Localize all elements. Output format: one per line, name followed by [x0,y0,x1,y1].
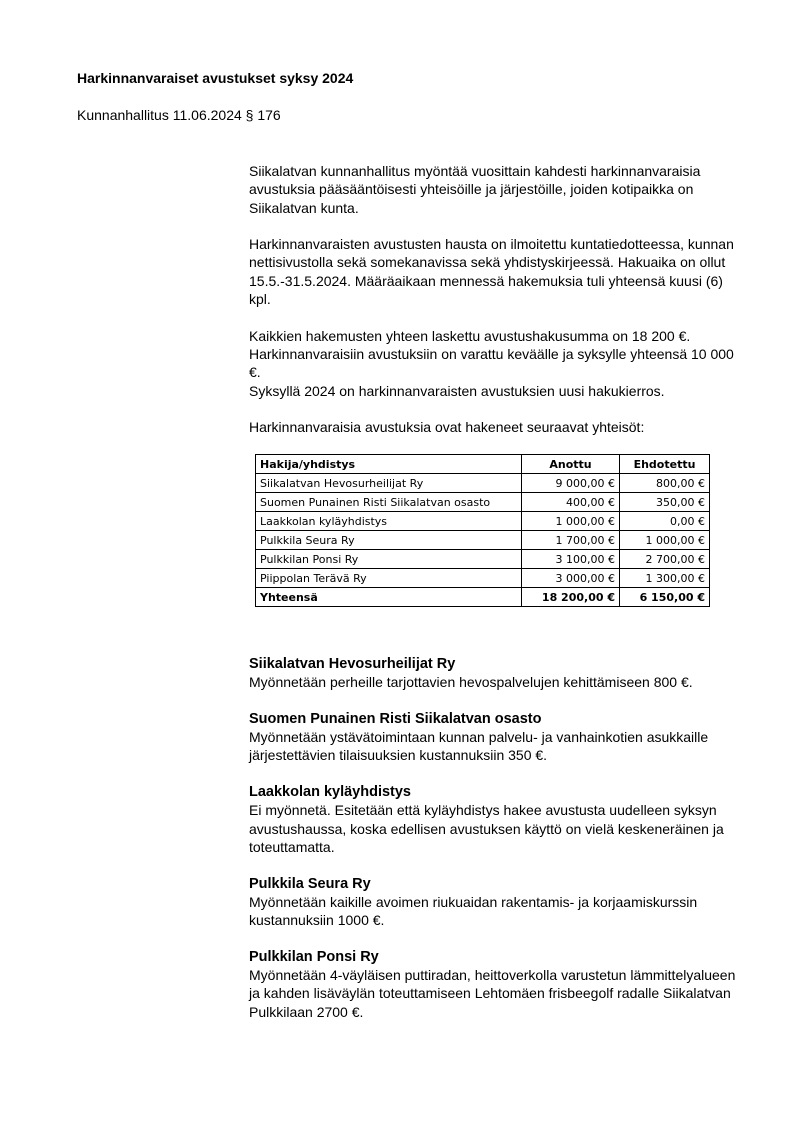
cell-proposed: 800,00 € [620,474,710,493]
decision-applicant: Laakkolan kyläyhdistys [249,784,411,801]
intro-paragraph: Harkinnanvaraisia avustuksia ovat hakeneet seuraavat yhteisöt: [249,419,645,436]
decision-text: Myönnetään perheille tarjottavien hevospalvelujen kehittämiseen 800 €. [249,674,693,691]
decision-text: Myönnetään ystävätoimintaan kunnan palvelu- ja vanhainkotien asukkaille järjestettävien tilaisuuksien kustannuksiin 350 €. [249,729,709,764]
meeting-reference: Kunnanhallitus 11.06.2024 § 176 [77,107,281,123]
table-total-row [256,588,710,607]
cell-applicant: Piippolan Terävä Ry [256,569,522,588]
header-applicant: Hakija/yhdistys [256,455,522,474]
applications-table [255,454,710,607]
table-row [256,512,710,531]
table-row [256,493,710,512]
header-applied: Anottu [522,455,620,474]
cell-applied: 3 100,00 € [522,550,620,569]
decision-text: Ei myönnetä. Esitetään että kyläyhdistys hakee avustusta uudelleen syksyn avustushaussa, koska edellisen avustuksen käyttö on vielä keskeneräinen ja toteuttamatta. [249,802,724,855]
cell-applicant: Suomen Punainen Risti Siikalatvan osasto [256,493,522,512]
decision-item [249,655,745,692]
table-row [256,550,710,569]
cell-applicant: Laakkolan kyläyhdistys [256,512,522,531]
cell-applied: 400,00 € [522,493,620,512]
intro-paragraph: Kaikkien hakemusten yhteen laskettu avustushakusumma on 18 200 €. Harkinnanvaraisiin avustuksiin on varattu keväälle ja syksylle yhteensä 10 000 €. [249,327,734,381]
decision-applicant: Siikalatvan Hevosurheilijat Ry [249,656,456,672]
table-header-row [256,455,710,474]
total-proposed: 6 150,00 € [620,588,710,607]
cell-applied: 3 000,00 € [522,569,620,588]
cell-applied: 9 000,00 € [522,474,620,493]
cell-applied: 1 700,00 € [522,531,620,550]
intro-paragraph: Harkinnanvaraisten avustusten hausta on ilmoitettu kuntatiedotteessa, kunnan nettisivustolla sekä somekanavissa sekä yhdistyskirjeessä. Hakuaika on ollut 15.5.-31.5.2024. Määräaikaan mennessä hakemuksia tuli yhteensä kuusi (6) kpl. [249,236,734,308]
decisions-section [249,655,745,1039]
cell-applicant: Pulkkilan Ponsi Ry [256,550,522,569]
decision-applicant: Pulkkila Seura Ry [249,875,371,892]
cell-proposed: 2 700,00 € [620,550,710,569]
cell-applied: 1 000,00 € [522,512,620,531]
intro-text [249,162,745,455]
cell-proposed: 0,00 € [620,512,710,531]
decision-applicant: Pulkkilan Ponsi Ry [249,948,379,965]
document-title: Harkinnanvaraiset avustukset syksy 2024 [77,70,354,86]
cell-applicant: Pulkkila Seura Ry [256,531,522,550]
decision-text: Myönnetään 4-väyläisen puttiradan, heittoverkolla varustetun lämmittelyalueen ja kahden lisäväylän toteuttamiseen Lehtomäen frisbeegolf radalle Siikalatvan Pulkkilaan 2700 €. [249,967,736,1020]
decision-item [249,783,745,856]
cell-applicant: Siikalatvan Hevosurheilijat Ry [256,474,522,493]
total-applied: 18 200,00 € [522,588,620,607]
decision-item [249,710,745,765]
decision-applicant: Suomen Punainen Risti Siikalatvan osasto [249,710,542,727]
decision-item [249,875,745,930]
intro-paragraph: Syksyllä 2024 on harkinnanvaraisten avustuksien uusi hakukierros. [249,382,665,399]
table-row [256,569,710,588]
table-row [256,531,710,550]
grants-table [255,454,710,607]
cell-proposed: 1 300,00 € [620,569,710,588]
header-proposed: Ehdotettu [620,455,710,474]
cell-proposed: 350,00 € [620,493,710,512]
cell-proposed: 1 000,00 € [620,531,710,550]
intro-paragraph: Siikalatvan kunnanhallitus myöntää vuosittain kahdesti harkinnanvaraisia avustuksia pääsääntöisesti yhteisöille ja järjestöille, joiden kotipaikka on Siikalatvan kunta. [249,163,701,216]
table-row [256,474,710,493]
decision-text: Myönnetään kaikille avoimen riukuaidan rakentamis- ja korjaamiskurssin kustannuksiin 1000 €. [249,893,698,929]
total-label: Yhteensä [256,588,522,607]
decision-item [249,948,745,1021]
